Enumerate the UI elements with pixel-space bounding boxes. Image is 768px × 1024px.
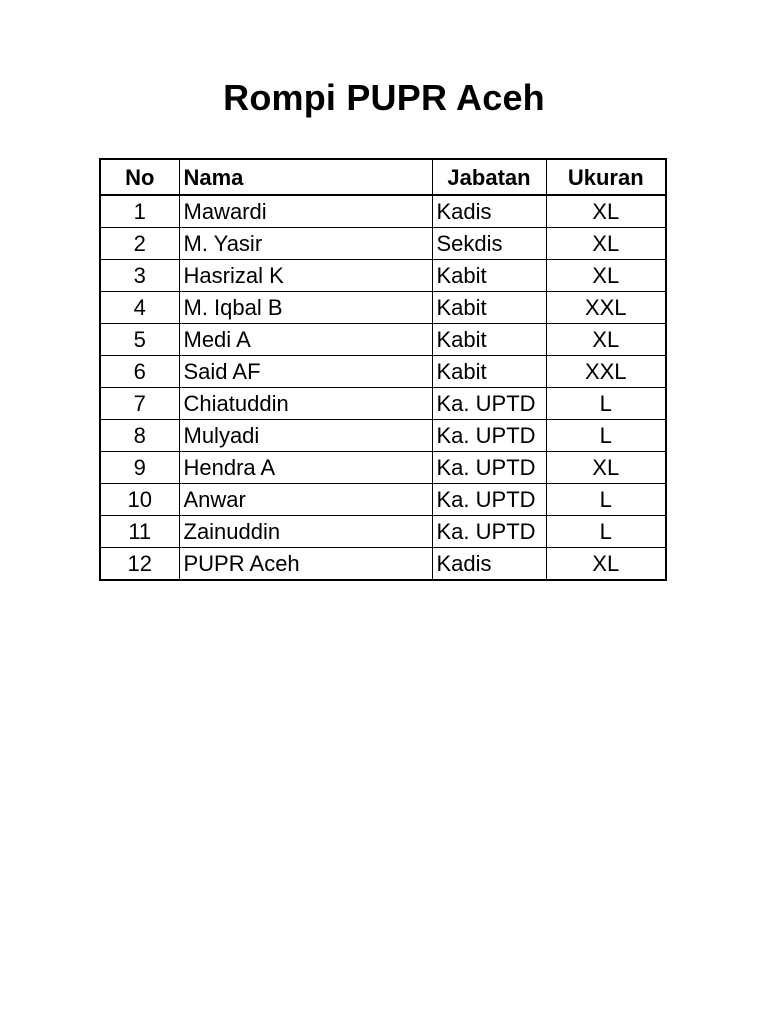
cell-jabatan: Kabit <box>432 260 546 292</box>
cell-no: 2 <box>100 228 179 260</box>
cell-jabatan: Kabit <box>432 356 546 388</box>
cell-ukuran: XL <box>546 260 666 292</box>
header-jabatan: Jabatan <box>432 159 546 195</box>
table-row <box>100 356 666 388</box>
table-row <box>100 484 666 516</box>
cell-nama: Chiatuddin <box>179 388 432 420</box>
cell-no: 6 <box>100 356 179 388</box>
vest-size-table <box>99 158 667 581</box>
cell-no: 9 <box>100 452 179 484</box>
cell-jabatan: Kadis <box>432 195 546 228</box>
cell-nama: Zainuddin <box>179 516 432 548</box>
cell-jabatan: Ka. UPTD <box>432 516 546 548</box>
cell-nama: Hendra A <box>179 452 432 484</box>
table-row <box>100 260 666 292</box>
cell-jabatan: Kadis <box>432 548 546 581</box>
cell-no: 8 <box>100 420 179 452</box>
table-row <box>100 292 666 324</box>
table-header-row <box>100 159 666 195</box>
cell-no: 10 <box>100 484 179 516</box>
cell-ukuran: L <box>546 420 666 452</box>
table-row <box>100 228 666 260</box>
cell-nama: M. Yasir <box>179 228 432 260</box>
header-nama: Nama <box>179 159 432 195</box>
table-row <box>100 548 666 581</box>
cell-no: 11 <box>100 516 179 548</box>
cell-no: 1 <box>100 195 179 228</box>
cell-nama: Said AF <box>179 356 432 388</box>
page-title: Rompi PUPR Aceh <box>223 77 545 118</box>
table-row <box>100 420 666 452</box>
table-row <box>100 324 666 356</box>
cell-jabatan: Sekdis <box>432 228 546 260</box>
cell-ukuran: XXL <box>546 292 666 324</box>
cell-no: 5 <box>100 324 179 356</box>
cell-no: 3 <box>100 260 179 292</box>
cell-nama: Anwar <box>179 484 432 516</box>
table-row <box>100 195 666 228</box>
cell-ukuran: XL <box>546 324 666 356</box>
table-row <box>100 388 666 420</box>
table-row <box>100 452 666 484</box>
cell-no: 7 <box>100 388 179 420</box>
header-no: No <box>100 159 179 195</box>
cell-jabatan: Ka. UPTD <box>432 388 546 420</box>
cell-nama: PUPR Aceh <box>179 548 432 581</box>
cell-jabatan: Ka. UPTD <box>432 484 546 516</box>
cell-jabatan: Ka. UPTD <box>432 452 546 484</box>
table-row <box>100 516 666 548</box>
cell-no: 4 <box>100 292 179 324</box>
cell-nama: M. Iqbal B <box>179 292 432 324</box>
cell-ukuran: XL <box>546 452 666 484</box>
cell-nama: Mulyadi <box>179 420 432 452</box>
cell-ukuran: L <box>546 516 666 548</box>
cell-jabatan: Ka. UPTD <box>432 420 546 452</box>
cell-jabatan: Kabit <box>432 324 546 356</box>
cell-nama: Medi A <box>179 324 432 356</box>
header-ukuran: Ukuran <box>546 159 666 195</box>
cell-jabatan: Kabit <box>432 292 546 324</box>
cell-ukuran: XL <box>546 228 666 260</box>
cell-nama: Hasrizal K <box>179 260 432 292</box>
cell-nama: Mawardi <box>179 195 432 228</box>
cell-ukuran: XXL <box>546 356 666 388</box>
cell-ukuran: L <box>546 388 666 420</box>
cell-ukuran: XL <box>546 548 666 581</box>
cell-ukuran: XL <box>546 195 666 228</box>
cell-ukuran: L <box>546 484 666 516</box>
cell-no: 12 <box>100 548 179 581</box>
